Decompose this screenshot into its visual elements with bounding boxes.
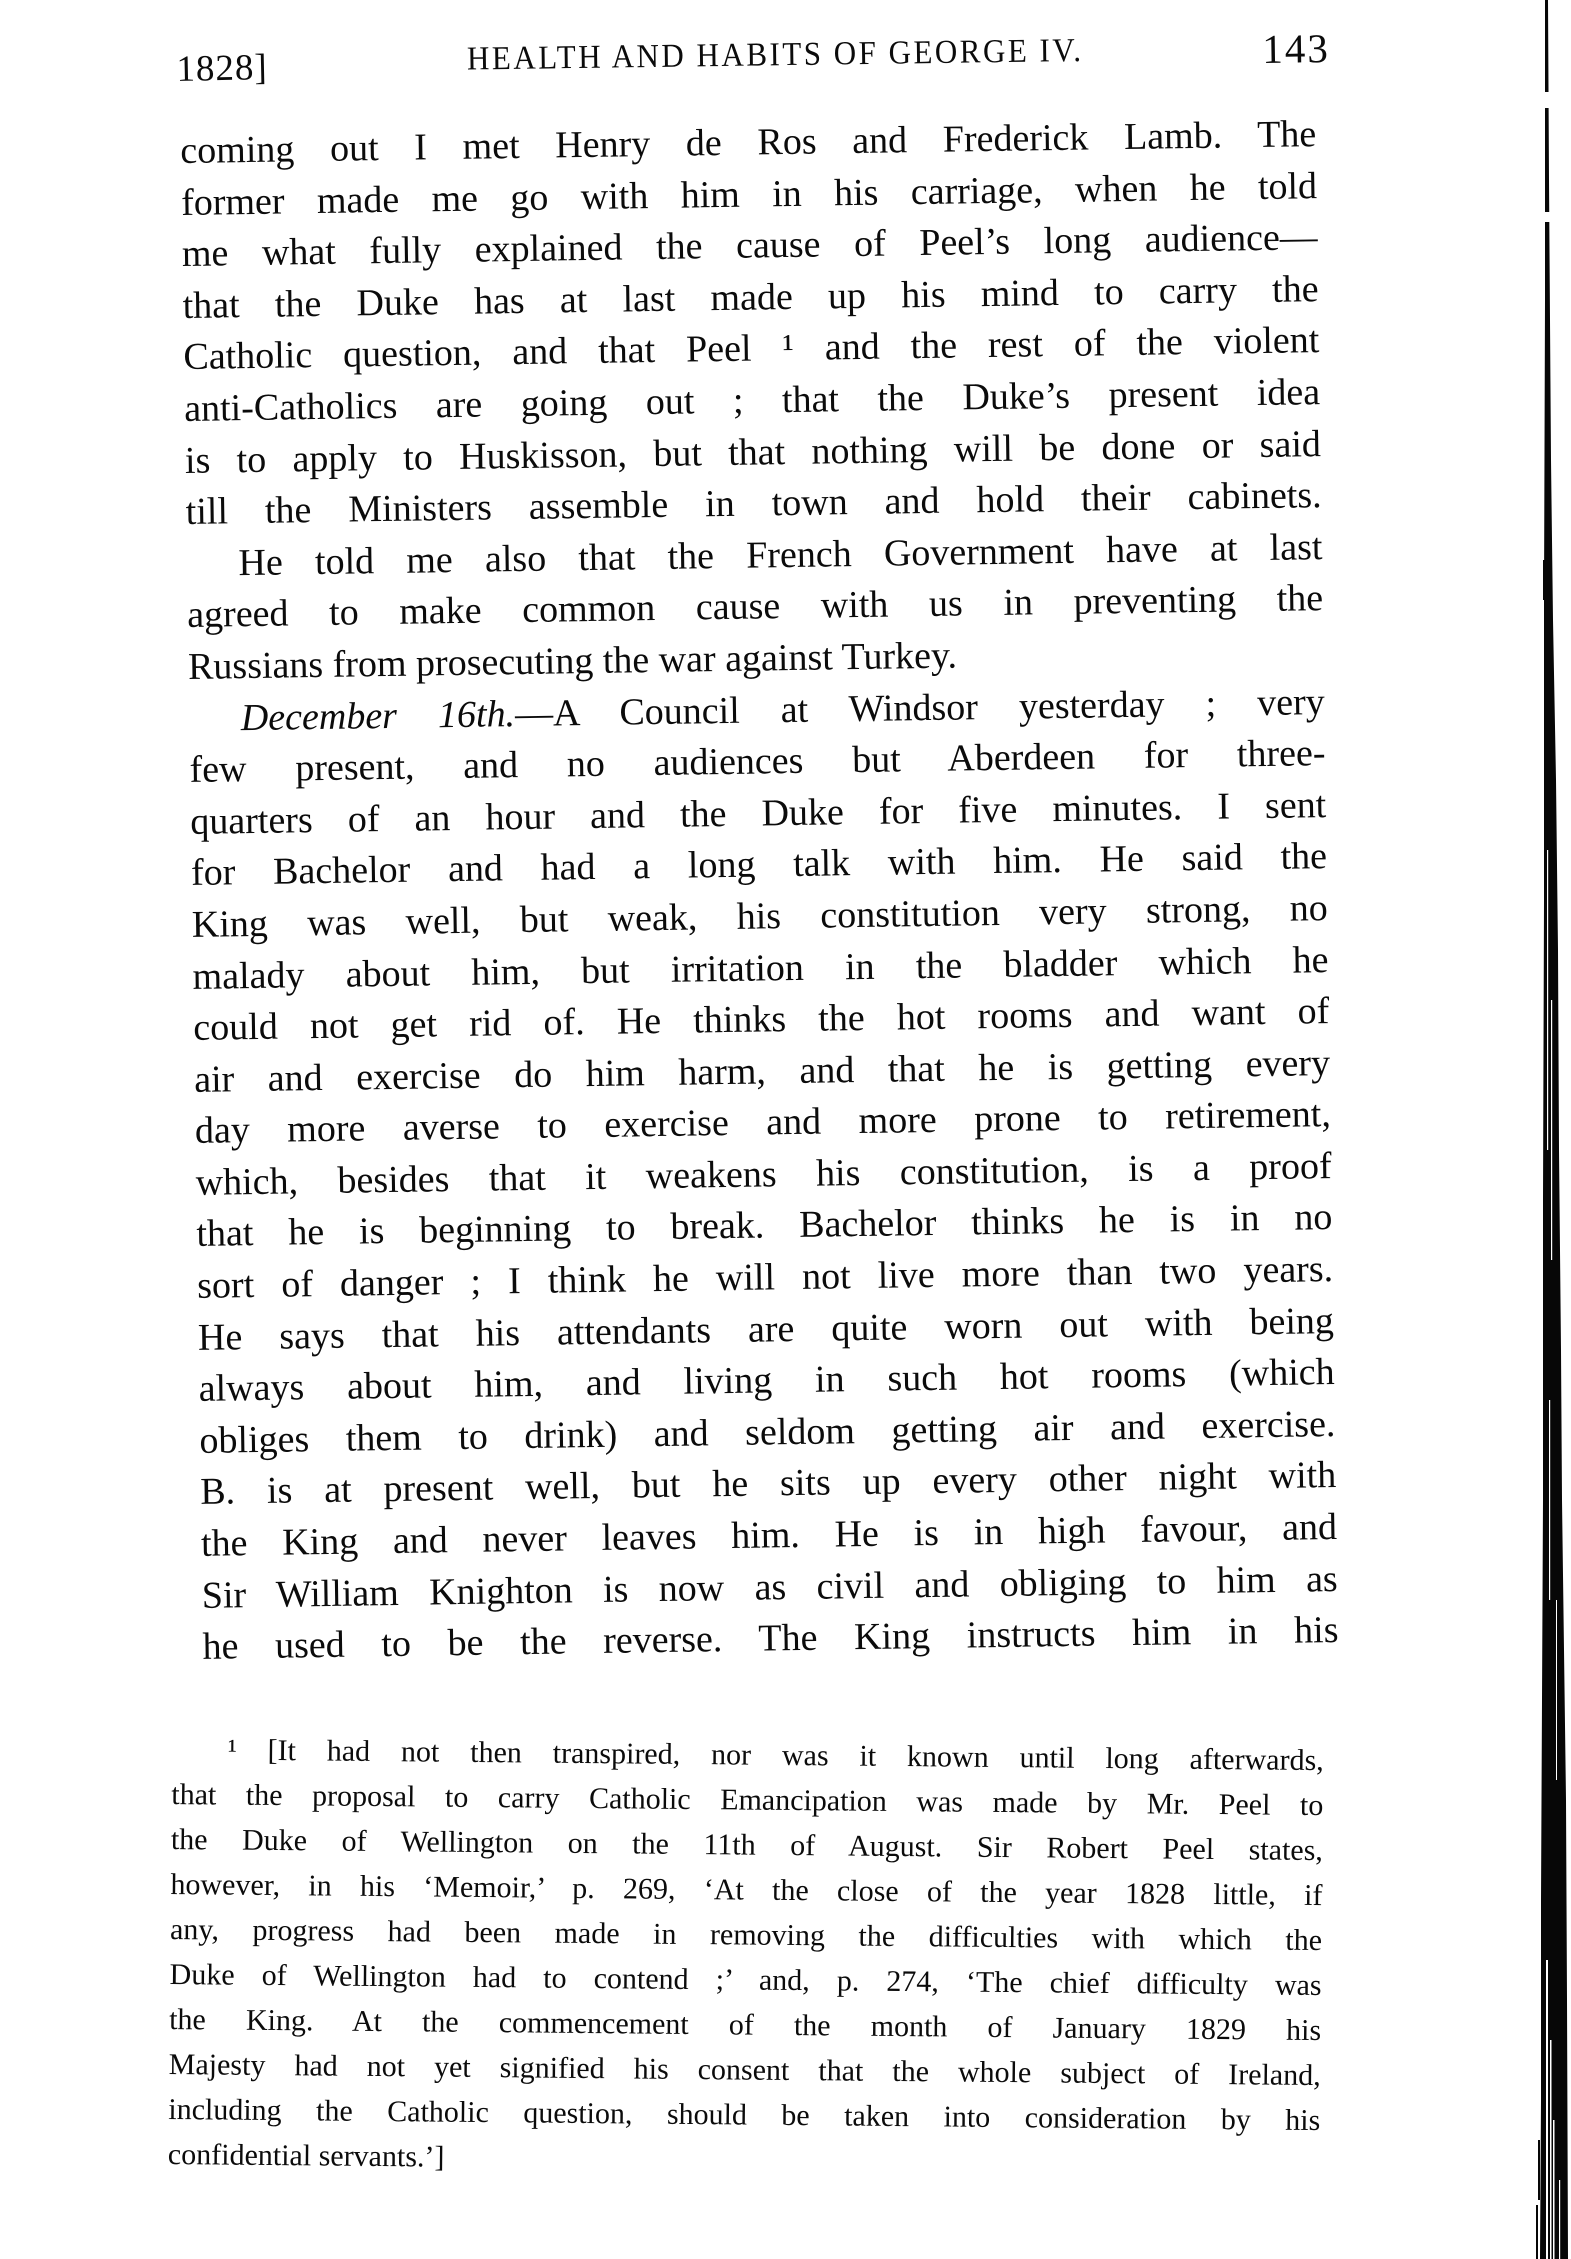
diary-date-italic: December 16th.	[240, 692, 516, 739]
text-line: sort of danger ; I think he will not live more than two years.	[196, 1248, 1334, 1307]
text-line: he used to be the reverse. The King instructs him in his	[202, 1609, 1339, 1669]
text-line: obliges them to drink) and seldom getting air and exercise.	[199, 1402, 1336, 1462]
text-line: including the Catholic question, should be taken into consideration by his	[168, 2092, 1321, 2138]
running-head-title: HEALTH AND HABITS OF GEORGE IV.	[466, 30, 1084, 78]
text-line: He says that his attendants are quite worn out with being	[197, 1299, 1335, 1359]
footnote-text	[168, 1727, 1324, 2188]
text-line: that he is beginning to break. Bachelor thinks he is in no	[196, 1196, 1333, 1256]
text-line: till the Ministers assemble in town and hold their cabinets.	[185, 474, 1322, 534]
text-line: that the Duke has at last made up his mind to carry the	[182, 267, 1319, 327]
body-text	[180, 109, 1339, 1673]
text-line: He told me also that the French Government have at last	[238, 525, 1323, 584]
text-line: agreed to make common cause with us in preventing the	[186, 577, 1324, 637]
text-line: confidential servants.’]	[167, 2137, 445, 2174]
text-line: Duke of Wellington had to contend ;’ and, p. 274, ‘The chief difficulty was	[169, 1957, 1322, 2003]
text-line: Sir William Knighton is now as civil and obliging to him as	[201, 1557, 1338, 1617]
running-head-year: 1828]	[176, 47, 269, 90]
text-line: the King. At the commencement of the month of January 1829 his	[169, 2002, 1322, 2048]
line-text: —A Council at Windsor yesterday ; very	[514, 680, 1325, 735]
text-line: any, progress had been made in removing the difficulties with which the	[169, 1912, 1323, 1958]
text-line: for Bachelor and had a long talk with him. He said the	[190, 835, 1328, 895]
text-line: former made me go with him in his carriage, when he told	[180, 164, 1318, 224]
text-line: however, in his ‘Memoir,’ p. 269, ‘At the close of the year 1828 little, if	[170, 1867, 1323, 1913]
text-line: Russians from prosecuting the war against Turkey.	[187, 634, 958, 688]
text-line: anti-Catholics are going out ; that the Duke’s present idea	[183, 371, 1321, 430]
text-line: the Duke of Wellington on the 11th of August. Sir Robert Peel states,	[170, 1822, 1324, 1868]
text-line: King was well, but weak, his constitution very strong, no	[191, 886, 1329, 946]
text-line: malady about him, but irritation in the bladder which he	[192, 938, 1329, 998]
text-line: air and exercise do him harm, and that he is getting every	[193, 1041, 1331, 1101]
page-number: 143	[1262, 25, 1331, 72]
text-line: Catholic question, and that Peel ¹ and the rest of the violent	[183, 319, 1320, 379]
gutter-band	[1540, 0, 1568, 2259]
text-line: few present, and no audiences but Aberdeen for three-	[189, 732, 1326, 792]
text-line: which, besides that it weakens his constitution, is a proof	[195, 1144, 1332, 1204]
text-line: the King and never leaves him. He is in high favour, and	[200, 1506, 1338, 1565]
text-line: always about him, and living in such hot rooms (which	[198, 1351, 1335, 1411]
text-line: B. is at present well, but he sits up every other night with	[199, 1454, 1337, 1514]
text-line: quarters of an hour and the Duke for five minutes. I sent	[190, 783, 1327, 843]
text-line: ¹ [It had not then transpired, nor was it known until long afterwards,	[227, 1733, 1324, 1778]
text-line: day more averse to exercise and more prone to retirement,	[194, 1093, 1332, 1153]
text-line: Majesty had not yet signified his consent that the whole subject of Ireland,	[168, 2047, 1321, 2093]
text-line: that the proposal to carry Catholic Emancipation was made by Mr. Peel to	[171, 1777, 1324, 1823]
text-line: could not get rid of. He thinks the hot rooms and want of	[193, 990, 1330, 1049]
text-line: is to apply to Huskisson, but that nothing will be done or said	[184, 422, 1322, 482]
text-line: me what fully explained the cause of Peel’s long audience—	[181, 216, 1319, 276]
text-line: coming out I met Henry de Ros and Frederick Lamb. The	[180, 113, 1317, 172]
